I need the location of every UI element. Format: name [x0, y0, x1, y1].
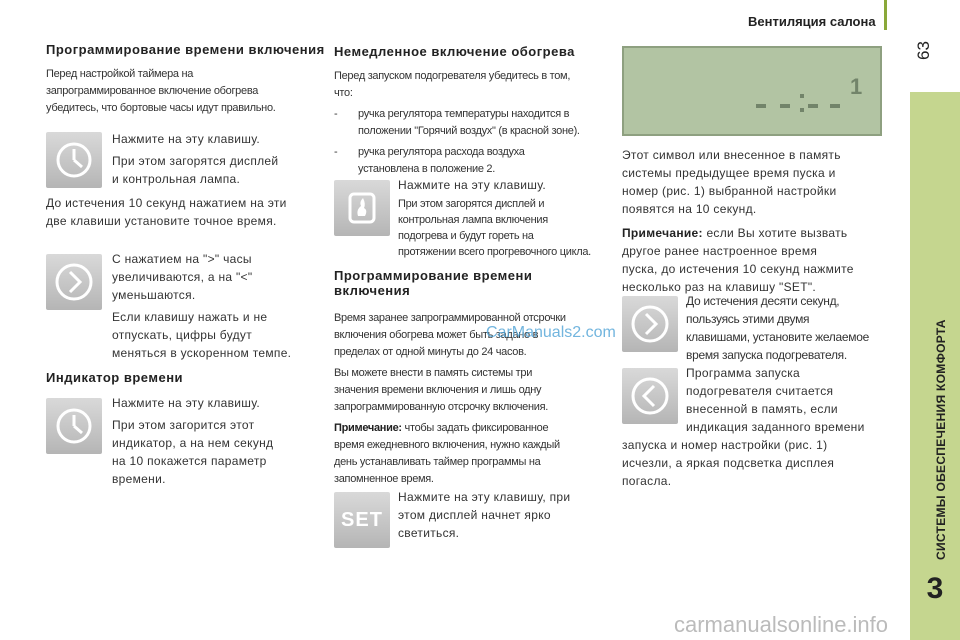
heater-press-text: Нажмите на эту клавишу.	[398, 178, 546, 192]
set-press-text: Нажмите на эту клавишу, при этом дисплей начнет ярко светиться.	[398, 490, 571, 540]
right-arrow-button-icon-2[interactable]	[622, 296, 678, 352]
header-divider	[884, 0, 887, 30]
set-button-icon[interactable]: SET	[334, 492, 390, 548]
watermark: CarManuals2.com	[486, 324, 616, 341]
immediate-heating-intro: Перед запуском подогревателя убедитесь в том, что:	[334, 70, 571, 99]
delayed-start-text: Время заранее запрограммированной отсрочки включения обогрева может быть задано в пределах от одной минуты до 24 часов. Вы можете внести в память системы три значения времени включения и лишь одну запрограммированную отсрочку включения. Примечание: чтобы задать фиксированное время ежедневного включения, нужно каждый день устанавливать таймер программы на запомненное время.	[334, 312, 566, 485]
clock-button-icon-2[interactable]	[46, 398, 102, 454]
timer-display	[622, 46, 882, 136]
chapter-title: СИСТЕМЫ ОБЕСПЕЧЕНИЯ КОМФОРТА	[934, 319, 948, 560]
immediate-heating-title: Немедленное включение обогрева	[334, 44, 575, 59]
heater-button-icon[interactable]	[334, 180, 390, 236]
setting-number: 1	[850, 74, 863, 99]
left-arrow-button-icon[interactable]	[622, 368, 678, 424]
footer-watermark: carmanualsonline.info	[674, 612, 889, 637]
delayed-start-title: Программирование времени включения	[334, 268, 533, 298]
arrow-set-time-text: До истечения десяти секунд, пользуясь этими двумя клавишами, установите желаемое время запуска подогревателя.	[686, 294, 869, 362]
arrow-keys-text: С нажатием на ">" часы увеличиваются, а на "<" уменьшаются. Если клавишу нажать и не отпускать, цифры будут меняться в ускоренном темпе.	[112, 252, 292, 360]
list-item: - ручка регулятора расхода воздуха установлена в положение 2.	[334, 146, 525, 175]
page-number: 63	[914, 41, 933, 60]
heater-lamp-text: При этом загорятся дисплей и контрольная лампа включения подогрева и будут гореть на протяжении всего прогревочного цикла.	[398, 198, 591, 258]
clock-press-text: Нажмите на эту клавишу. При этом загорятся дисплей и контрольная лампа.	[112, 132, 279, 186]
chapter-number: 3	[926, 572, 944, 605]
right-arrow-button-icon[interactable]	[46, 254, 102, 310]
programming-intro: Перед настройкой таймера на запрограммированное включение обогрева убедитесь, что бортовые часы идут правильно.	[46, 68, 276, 114]
prerequisites-list	[334, 106, 606, 178]
memory-text: Этот символ или внесенное в память системы предыдущее время пуска и номер (рис. 1) выбранной настройки появятся на 10 секунд. Примечание: если Вы хотите вызвать другое ранее настроенное время пуска, до истечения 10 секунд нажмите несколько раз на клавишу "SET".	[622, 148, 854, 294]
programming-title: Программирование времени включения	[46, 42, 325, 57]
clock-button-icon[interactable]	[46, 132, 102, 188]
program-stored-text-cont: запуска и номер настройки (рис. 1) исчезли, а яркая подсветка дисплея погасла.	[622, 438, 835, 488]
program-stored-text: Программа запуска подогревателя считается внесенной в память, если индикация заданного времени	[686, 366, 865, 434]
section-title: Вентиляция салона	[748, 14, 876, 29]
set-time-text: До истечения 10 секунд нажатием на эти две клавиши установите точное время.	[46, 196, 287, 228]
time-indicator-text: Нажмите на эту клавишу. При этом загорится этот индикатор, а на нем секунд на 10 покажется параметр времени.	[112, 396, 274, 486]
list-item: - ручка регулятора температуры находится в положении "Горячий воздух" (в красной зоне).	[334, 108, 580, 137]
time-indicator-title: Индикатор времени	[46, 370, 184, 385]
